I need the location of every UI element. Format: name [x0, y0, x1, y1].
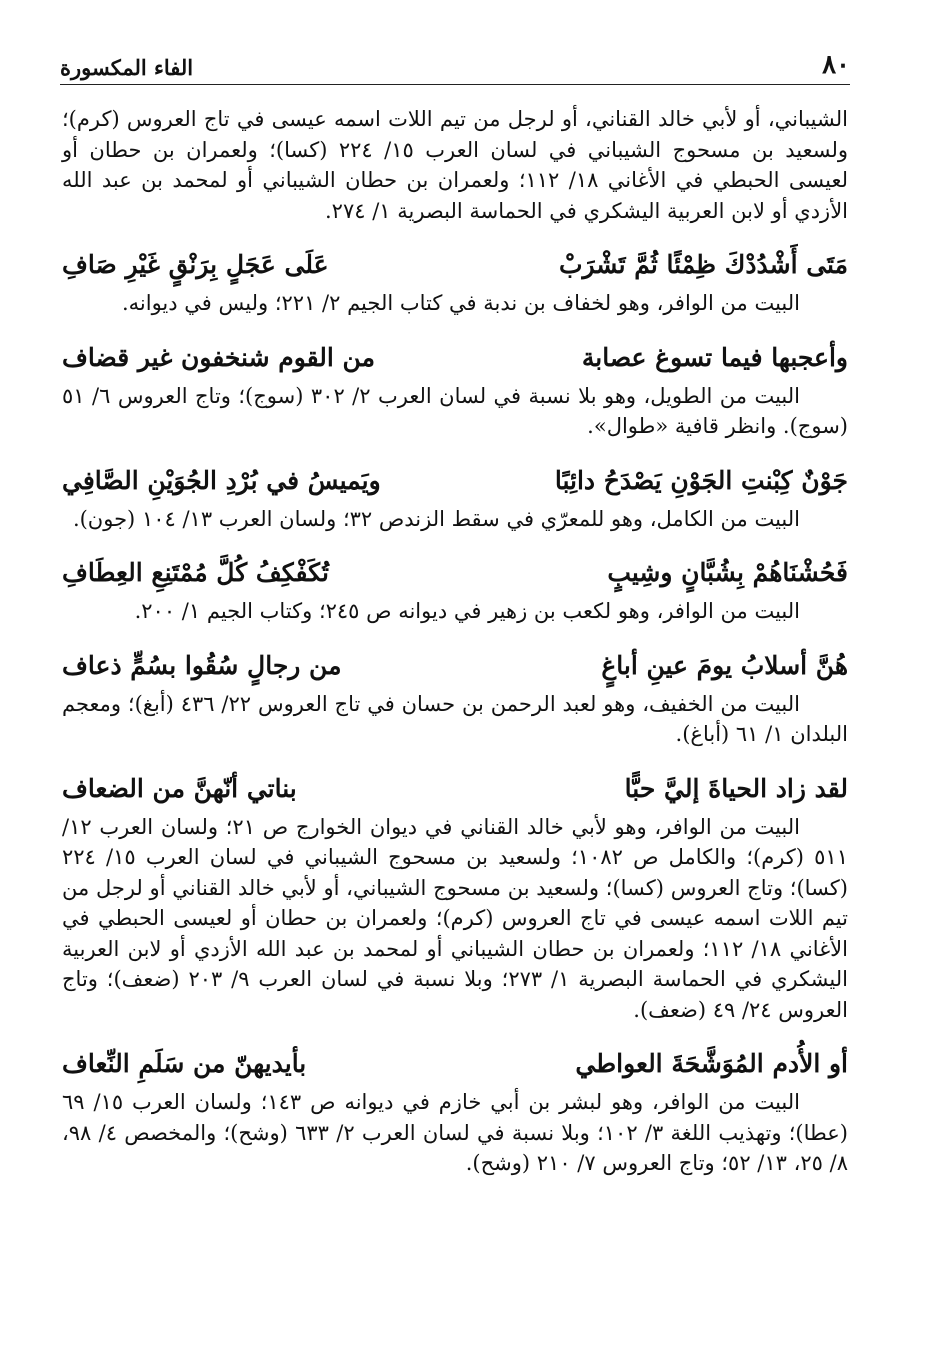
verse-second-hemistich: ويَميسُ في بُرْدِ الجُوَيْنِ الصَّافِي	[62, 465, 381, 495]
verse-5	[62, 647, 848, 685]
verse-1	[62, 246, 848, 284]
verse-second-hemistich: من رجالٍ سُقُوا بسُمٍّ ذعاف	[62, 650, 342, 680]
verse-second-hemistich: من القوم شنخفون غير قضاف	[62, 342, 375, 372]
verse-first-hemistich: جَوْنٌ كِبْنتِ الجَوْنِ يَصْدَحُ دائِبًا	[554, 465, 848, 495]
verse-3	[62, 462, 848, 500]
verse-second-hemistich: بأيديهنّ من سَلَمِ النِّعاف	[62, 1049, 307, 1078]
verse-6	[62, 770, 848, 808]
verse-note: البيت من الطويل، وهو بلا نسبة في لسان العرب ٢/ ٣٠٢ (سوج)؛ وتاج العروس ٦/ ٥١ (سوج). وانظر قافية «طوال».	[62, 383, 848, 438]
verse-note: البيت من الخفيف، وهو لعبد الرحمن بن حسان في تاج العروس ٢٢/ ٤٣٦ (أبغ)؛ ومعجم البلدان ١/ ٦١ (أباغ).	[62, 691, 848, 746]
verse-4	[62, 554, 848, 592]
verse-2	[62, 339, 848, 377]
verse-note: البيت من الوافر، وهو لأبي خالد القناني في ديوان الخوارج ص ٢١؛ ولسان العرب ١٢/ ٥١١ (كرم)؛ والكامل ص ١٠٨٢؛ ولسعيد بن مسحوج الشيباني في لسان العرب ١٥/ ٢٢٤ (كسا)؛ وتاج العروس (كسا)؛ ولسعيد بن مسحوج الشيباني، أو لأبي خالد القناني أو لرجل من تيم اللات اسمه عيسى في تاج العروس (كرم)؛ ولعمران بن حطان أو لعيسى الحبطي في الأغاني ١٨/ ١١٢؛ ولعمران بن حطان الشيباني أو لمحمد بن عبد الله الأزدي أو لابن العربية اليشكري في الحماسة البصرية ١/ ٢٧٣؛ وبلا نسبة في لسان العرب ٩/ ٢٠٣ (ضعف)؛ وتاج العروس ٢٤/ ٤٩ (ضعف).	[62, 814, 848, 1022]
verse-second-hemistich: عَلَى عَجَلٍ بِرَنْقٍ غَيْرِ صَافِ	[62, 250, 329, 279]
running-title: الفاء المكسورة	[60, 55, 194, 80]
page-content	[62, 104, 848, 1179]
verse-note: البيت من الكامل، وهو للمعرّي في سقط الزندص ٣٢؛ ولسان العرب ١٣/ ١٠٤ (جون).	[72, 506, 800, 531]
verse-second-hemistich: تُكَفْكِفُ كُلَّ مُمْتَنِعِ العِطَافِ	[62, 558, 329, 587]
verse-first-hemistich: أو الأُدم المُوَشَّحَةَ العواطي	[575, 1049, 848, 1078]
verse-7	[62, 1045, 848, 1083]
verse-first-hemistich: وأعجبها فيما تسوغ عصابة	[581, 342, 848, 372]
verse-first-hemistich: مَتَى أَشْدُدْكَ ظِمْئًا ثُمَّ تَشْرَبْ	[558, 250, 848, 279]
verse-note: البيت من الوافر، وهو لكعب بن زهير في ديوانه ص ٢٤٥؛ وكتاب الجيم ١/ ٢٠٠.	[134, 599, 800, 623]
verse-note: البيت من الوافر، وهو لخفاف بن ندبة في كتاب الجيم ٢/ ٢٢١؛ وليس في ديوانه.	[121, 291, 800, 315]
verse-first-hemistich: فَحُشْنَاهُمْ بِشُبَّانٍ وشِيبٍ	[607, 558, 848, 587]
verse-note: البيت من الوافر، وهو لبشر بن أبي خازم في ديوانه ص ١٤٣؛ ولسان العرب ١٥/ ٦٩ (عطا)؛ وتهذيب اللغة ٣/ ١٠٢؛ وبلا نسبة في لسان العرب ٢/ ٦٣٣ (وشح)؛ والمخصص ٤/ ٩٨، ٨/ ٢٥، ١٣/ ٥٢؛ وتاج العروس ٧/ ٢١٠ (وشح).	[62, 1090, 848, 1175]
verse-first-hemistich: هُنَّ أسلابُ يومَ عينِ أباغٍ	[601, 650, 848, 680]
verse-second-hemistich: بناتي أنّهنَّ من الضعاف	[62, 773, 297, 803]
page-number: ٨٠	[822, 50, 850, 80]
intro-paragraph: الشيباني، أو لأبي خالد القناني، أو لرجل من تيم اللات اسمه عيسى في تاج العروس (كرم)؛ ولسعيد بن مسحوج الشيباني في لسان العرب ١٥/ ٢٢٤ (كسا)؛ ولعمران بن حطان أو لعيسى الحبطي في الأغاني ١٨/ ١١٢؛ ولعمران بن حطان الشيباني أو لمحمد بن عبد الله الأزدي أو لابن العربية اليشكري في الحماسة البصرية ١/ ٢٧٤.	[62, 107, 848, 223]
page-header	[60, 50, 850, 85]
verse-first-hemistich: لقد زاد الحياةَ إليَّ حبًّا	[624, 773, 848, 803]
